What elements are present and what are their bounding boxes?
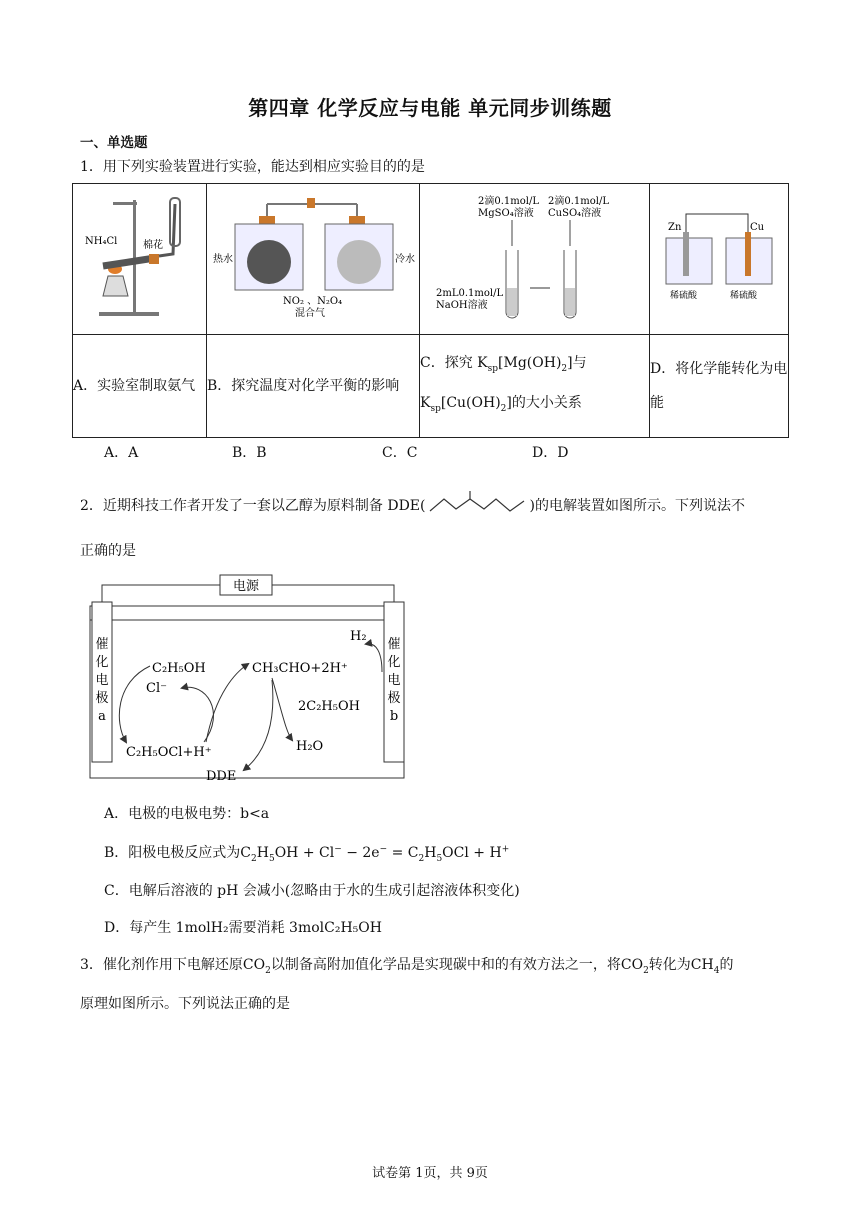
electrolysis-diagram	[86, 572, 416, 784]
question-3-stem-d: 原理如图所示。下列说法正确的是	[80, 996, 290, 1012]
apparatus-c-cell	[420, 184, 650, 335]
cell-apparatus-figure	[650, 184, 788, 330]
question-2-stem-c: 正确的是	[80, 543, 136, 559]
question-3-stem-a: 3．催化剂作用下电解还原	[80, 957, 243, 973]
option-a-cell: A．实验室制取氨气	[73, 335, 207, 438]
acid-label-right: 稀硫酸	[730, 291, 758, 301]
section-heading: 一、单选题	[80, 135, 148, 151]
two-ethanol-label: 2C₂H₅OH	[298, 699, 360, 714]
acetaldehyde-label: CH₃CHO+2H⁺	[252, 661, 348, 676]
power-source-label: 电源	[232, 579, 260, 594]
dde-label: DDE	[206, 769, 237, 784]
answer-b: B．B	[232, 445, 267, 461]
cuso4-label: CuSO₄溶液	[548, 208, 602, 219]
hot-water-label: 热水	[213, 254, 233, 265]
water-label: H₂O	[296, 739, 324, 754]
electrode-a-char2: 化	[95, 655, 109, 670]
apparatus-d-cell	[650, 184, 789, 335]
page-footer: 试卷第 1页，共 9页	[372, 1166, 488, 1181]
cuso4-conc-label: 2滴0.1mol/L	[548, 196, 609, 207]
cotton-label: 棉花	[143, 240, 163, 251]
answer-a: A．A	[104, 445, 139, 461]
zn-label: Zn	[668, 222, 682, 233]
electrode-a-label: 催	[95, 637, 109, 652]
question-3-stem-b: 以制备高附加值化学品是实现碳中和的有效方法之一，将	[270, 957, 621, 973]
question-3-stem-c: 转化为	[648, 957, 691, 973]
choice-2d: D．每产生 1molH₂需要消耗 3molC₂H₅OH	[104, 920, 382, 936]
choice-2a: A．电极的电极电势：b<a	[104, 806, 270, 822]
choice-2b: B．阳极电极反应式为$C_2H_5OH + Cl^- - 2e^- = C_2H_5OCl + H^+$	[104, 844, 510, 864]
page-title: 第四章 化学反应与电能 单元同步训练题	[248, 96, 612, 120]
cu-label: Cu	[750, 222, 765, 233]
choice-2b-prefix: B．阳极电极反应式为	[104, 845, 241, 861]
ammonia-apparatus-figure	[73, 184, 206, 330]
answer-c: C．C	[382, 445, 418, 461]
apparatus-b-cell	[207, 184, 420, 335]
electrode-b-label: 催	[387, 637, 401, 652]
naoh-conc-label: 2mL0.1mol/L	[436, 288, 504, 299]
chloride-label: Cl⁻	[146, 681, 167, 696]
electrode-b-char3: 电	[387, 673, 401, 688]
mgso4-label: MgSO₄溶液	[478, 208, 534, 219]
naoh-label: NaOH溶液	[436, 300, 488, 311]
question-2-stem-line1	[80, 491, 745, 521]
question-2-stem-b: )的电解装置如图所示。下列说法不	[529, 498, 745, 514]
choice-2c: C．电解后溶液的 pH 会减小(忽略由于水的生成引起溶液体积变化)	[104, 883, 520, 899]
option-b-cell: B．探究温度对化学平衡的影响	[207, 335, 420, 438]
electrode-a-char5: a	[98, 709, 106, 724]
ksp-apparatus-figure	[420, 184, 649, 330]
gas-label: NO₂ 、N₂O₄	[283, 296, 343, 307]
cold-water-label: 冷水	[395, 254, 415, 265]
option-c-suffix: 的大小关系	[511, 395, 582, 411]
acid-label-left: 稀硫酸	[670, 291, 698, 301]
question-1-table	[72, 183, 789, 438]
equilibrium-apparatus-figure	[207, 184, 419, 330]
option-c-prefix: C．探究	[420, 355, 473, 372]
ethanol-label: C₂H₅OH	[152, 661, 206, 676]
option-d-cell: D．将化学能转化为电能	[650, 335, 789, 438]
option-c-mid: 与	[572, 355, 587, 372]
electrode-a-char3: 电	[95, 673, 109, 688]
question-2-stem-a: 2．近期科技工作者开发了一套以乙醇为原料制备 DDE(	[80, 498, 426, 514]
electrode-b-char2: 化	[387, 655, 401, 670]
h2-label: H₂	[350, 629, 367, 644]
electrode-b-char4: 极	[387, 691, 401, 706]
mgso4-conc-label: 2滴0.1mol/L	[478, 196, 539, 207]
option-c-cell: C．探究 $K_{sp}[Mg(OH)_2]$与 $K_{sp}[Cu(OH)_2]$的大小关系	[420, 335, 650, 438]
mixed-gas-label: 混合气	[295, 308, 325, 319]
question-3-stem-line1: 3．催化剂作用下电解还原$CO_2$以制备高附加值化学品是实现碳中和的有效方法之一，将$CO_2$转化为$CH_4$的	[80, 957, 734, 976]
dde-structure-icon	[426, 491, 530, 521]
answer-d: D．D	[532, 445, 569, 461]
nh4cl-label: NH₄Cl	[85, 236, 118, 247]
ethoxychloride-label: C₂H₅OCl+H⁺	[126, 745, 212, 760]
question-1-stem: 1．用下列实验装置进行实验，能达到相应实验目的的是	[80, 159, 425, 175]
electrode-a-char4: 极	[95, 691, 109, 706]
electrode-b-char5: b	[389, 709, 399, 724]
apparatus-a-cell	[73, 184, 207, 335]
